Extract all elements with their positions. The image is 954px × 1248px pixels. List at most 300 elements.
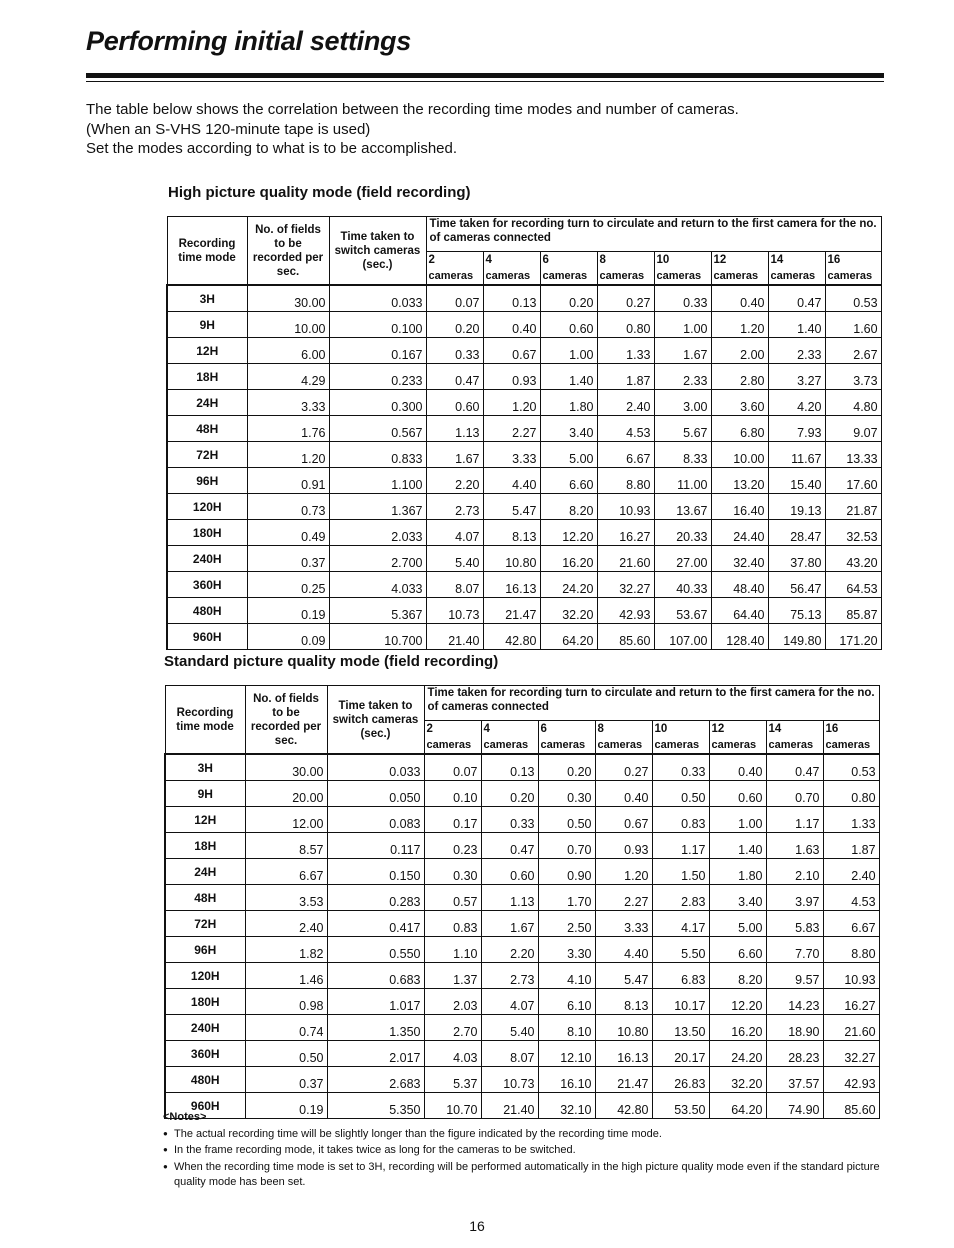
- value-cell: 37.80: [768, 546, 825, 572]
- value-cell: 1.00: [709, 807, 766, 833]
- value-cell: 2.033: [329, 520, 426, 546]
- value-cell: 0.53: [825, 285, 881, 312]
- value-cell: 0.27: [597, 285, 654, 312]
- title-rule-thick: [86, 73, 884, 78]
- page-title: Performing initial settings: [86, 26, 411, 56]
- value-cell: 37.57: [766, 1067, 823, 1093]
- camera-count-number: 8: [599, 254, 606, 266]
- value-cell: 5.40: [426, 546, 483, 572]
- value-cell: 171.20: [825, 624, 881, 650]
- value-cell: 1.33: [597, 338, 654, 364]
- value-cell: 0.74: [245, 1015, 327, 1041]
- value-cell: 85.60: [597, 624, 654, 650]
- value-cell: 30.00: [245, 754, 327, 781]
- value-cell: 0.98: [245, 989, 327, 1015]
- value-cell: 0.27: [595, 754, 652, 781]
- value-cell: 0.40: [711, 285, 768, 312]
- camera-count-unit: cameras: [426, 739, 472, 751]
- table-row: [167, 285, 881, 312]
- value-cell: 1.67: [654, 338, 711, 364]
- camera-count-number: 12: [711, 723, 725, 735]
- notes-title: <Notes>: [163, 1111, 207, 1123]
- table-row: [165, 833, 879, 859]
- value-cell: 8.13: [595, 989, 652, 1015]
- value-cell: 1.17: [766, 807, 823, 833]
- value-cell: 2.50: [538, 911, 595, 937]
- table-row: [167, 364, 881, 390]
- value-cell: 0.09: [247, 624, 329, 650]
- intro-line: (When an S-VHS 120-minute tape is used): [86, 120, 371, 138]
- value-cell: 2.27: [483, 416, 540, 442]
- value-cell: 10.00: [247, 312, 329, 338]
- value-cell: 5.47: [595, 963, 652, 989]
- value-cell: 42.80: [483, 624, 540, 650]
- recording-mode-cell: 120H: [165, 963, 245, 989]
- value-cell: 1.20: [483, 390, 540, 416]
- value-cell: 0.07: [426, 285, 483, 312]
- camera-count-unit: cameras: [825, 739, 871, 751]
- camera-count-number: 14: [768, 723, 782, 735]
- high-quality-table: [166, 216, 882, 650]
- value-cell: 0.50: [652, 781, 709, 807]
- value-cell: 0.49: [247, 520, 329, 546]
- value-cell: 12.10: [538, 1041, 595, 1067]
- camera-count-header: [654, 252, 711, 286]
- value-cell: 8.20: [540, 494, 597, 520]
- recording-mode-cell: 18H: [165, 833, 245, 859]
- value-cell: 5.83: [766, 911, 823, 937]
- value-cell: 1.17: [652, 833, 709, 859]
- table-body: [165, 754, 879, 1119]
- table-row: [167, 494, 881, 520]
- value-cell: 3.00: [654, 390, 711, 416]
- value-cell: 1.017: [327, 989, 424, 1015]
- value-cell: 10.73: [426, 598, 483, 624]
- value-cell: 10.70: [424, 1093, 481, 1119]
- switch-time-header: Time taken to switch cameras (sec.): [327, 686, 424, 755]
- value-cell: 16.27: [823, 989, 879, 1015]
- value-cell: 2.67: [825, 338, 881, 364]
- value-cell: 0.60: [540, 312, 597, 338]
- recording-mode-cell: 960H: [167, 624, 247, 650]
- value-cell: 10.700: [329, 624, 426, 650]
- value-cell: 1.33: [823, 807, 879, 833]
- value-cell: 107.00: [654, 624, 711, 650]
- value-cell: 6.67: [823, 911, 879, 937]
- value-cell: 0.25: [247, 572, 329, 598]
- table-row: [165, 885, 879, 911]
- value-cell: 149.80: [768, 624, 825, 650]
- value-cell: 8.57: [245, 833, 327, 859]
- value-cell: 64.40: [711, 598, 768, 624]
- table-row: [165, 937, 879, 963]
- recording-mode-cell: 9H: [165, 781, 245, 807]
- value-cell: 64.53: [825, 572, 881, 598]
- camera-count-unit: cameras: [713, 270, 759, 282]
- value-cell: 6.00: [247, 338, 329, 364]
- table-header: [165, 686, 879, 755]
- value-cell: 4.10: [538, 963, 595, 989]
- recording-mode-cell: 18H: [167, 364, 247, 390]
- recording-mode-cell: 96H: [167, 468, 247, 494]
- value-cell: 0.67: [483, 338, 540, 364]
- recording-mode-cell: 96H: [165, 937, 245, 963]
- value-cell: 0.80: [823, 781, 879, 807]
- value-cell: 0.70: [538, 833, 595, 859]
- value-cell: 21.47: [595, 1067, 652, 1093]
- camera-count-header: [711, 252, 768, 286]
- value-cell: 2.683: [327, 1067, 424, 1093]
- value-cell: 0.23: [424, 833, 481, 859]
- value-cell: 10.00: [711, 442, 768, 468]
- value-cell: 43.20: [825, 546, 881, 572]
- value-cell: 0.19: [247, 598, 329, 624]
- value-cell: 15.40: [768, 468, 825, 494]
- value-cell: 0.19: [245, 1093, 327, 1119]
- value-cell: 5.367: [329, 598, 426, 624]
- value-cell: 2.83: [652, 885, 709, 911]
- value-cell: 128.40: [711, 624, 768, 650]
- value-cell: 14.23: [766, 989, 823, 1015]
- camera-count-number: 2: [426, 723, 433, 735]
- value-cell: 10.80: [483, 546, 540, 572]
- value-cell: 0.37: [245, 1067, 327, 1093]
- value-cell: 64.20: [709, 1093, 766, 1119]
- value-cell: 32.40: [711, 546, 768, 572]
- value-cell: 1.100: [329, 468, 426, 494]
- value-cell: 9.07: [825, 416, 881, 442]
- value-cell: 0.17: [424, 807, 481, 833]
- value-cell: 11.00: [654, 468, 711, 494]
- value-cell: 16.13: [483, 572, 540, 598]
- value-cell: 1.67: [481, 911, 538, 937]
- value-cell: 1.40: [709, 833, 766, 859]
- standard-quality-table: [164, 685, 880, 1119]
- value-cell: 21.60: [823, 1015, 879, 1041]
- recording-mode-cell: 72H: [167, 442, 247, 468]
- value-cell: 0.67: [595, 807, 652, 833]
- camera-count-number: 10: [656, 254, 670, 266]
- recording-mode-cell: 180H: [165, 989, 245, 1015]
- circulate-time-header: Time taken for recording turn to circulate and return to the first camera for the no. of cameras connected: [426, 217, 881, 252]
- recording-mode-cell: 240H: [165, 1015, 245, 1041]
- value-cell: 0.033: [329, 285, 426, 312]
- value-cell: 1.20: [711, 312, 768, 338]
- value-cell: 27.00: [654, 546, 711, 572]
- value-cell: 8.80: [823, 937, 879, 963]
- value-cell: 5.47: [483, 494, 540, 520]
- header-row: [167, 217, 881, 252]
- value-cell: 1.40: [540, 364, 597, 390]
- camera-count-header: [540, 252, 597, 286]
- camera-count-unit: cameras: [770, 270, 816, 282]
- table-row: [167, 546, 881, 572]
- camera-count-unit: cameras: [483, 739, 529, 751]
- value-cell: 2.10: [766, 859, 823, 885]
- high-quality-heading: High picture quality mode (field recording): [168, 184, 471, 201]
- camera-count-unit: cameras: [597, 739, 643, 751]
- value-cell: 2.40: [823, 859, 879, 885]
- circulate-time-header: Time taken for recording turn to circulate and return to the first camera for the no. of cameras connected: [424, 686, 879, 721]
- recording-mode-cell: 48H: [165, 885, 245, 911]
- value-cell: 75.13: [768, 598, 825, 624]
- value-cell: 2.73: [481, 963, 538, 989]
- value-cell: 2.03: [424, 989, 481, 1015]
- value-cell: 24.40: [711, 520, 768, 546]
- value-cell: 9.57: [766, 963, 823, 989]
- value-cell: 1.40: [768, 312, 825, 338]
- value-cell: 13.67: [654, 494, 711, 520]
- value-cell: 5.37: [424, 1067, 481, 1093]
- value-cell: 3.60: [711, 390, 768, 416]
- value-cell: 18.90: [766, 1015, 823, 1041]
- table-row: [167, 468, 881, 494]
- notes: [163, 1110, 883, 1191]
- value-cell: 1.367: [329, 494, 426, 520]
- value-cell: 1.37: [424, 963, 481, 989]
- camera-count-number: 6: [542, 254, 549, 266]
- value-cell: 85.60: [823, 1093, 879, 1119]
- camera-count-unit: cameras: [540, 739, 586, 751]
- value-cell: 1.20: [595, 859, 652, 885]
- value-cell: 32.53: [825, 520, 881, 546]
- recording-mode-cell: 24H: [165, 859, 245, 885]
- camera-count-unit: cameras: [428, 270, 474, 282]
- value-cell: 0.83: [424, 911, 481, 937]
- value-cell: 0.33: [652, 754, 709, 781]
- table-row: [167, 338, 881, 364]
- value-cell: 21.47: [483, 598, 540, 624]
- table-row: [167, 416, 881, 442]
- value-cell: 0.40: [709, 754, 766, 781]
- value-cell: 0.70: [766, 781, 823, 807]
- value-cell: 21.40: [481, 1093, 538, 1119]
- value-cell: 1.46: [245, 963, 327, 989]
- value-cell: 0.73: [247, 494, 329, 520]
- value-cell: 1.80: [709, 859, 766, 885]
- value-cell: 28.47: [768, 520, 825, 546]
- recording-mode-cell: 360H: [165, 1041, 245, 1067]
- value-cell: 3.40: [540, 416, 597, 442]
- value-cell: 0.20: [538, 754, 595, 781]
- table-body: [167, 285, 881, 650]
- camera-count-unit: cameras: [599, 270, 645, 282]
- value-cell: 0.30: [424, 859, 481, 885]
- value-cell: 0.20: [426, 312, 483, 338]
- value-cell: 2.700: [329, 546, 426, 572]
- table-row: [165, 989, 879, 1015]
- value-cell: 13.33: [825, 442, 881, 468]
- recording-mode-cell: 480H: [167, 598, 247, 624]
- value-cell: 0.90: [538, 859, 595, 885]
- value-cell: 1.350: [327, 1015, 424, 1041]
- camera-count-unit: cameras: [656, 270, 702, 282]
- value-cell: 1.82: [245, 937, 327, 963]
- page-number: 16: [469, 1218, 485, 1234]
- value-cell: 10.93: [823, 963, 879, 989]
- value-cell: 0.33: [654, 285, 711, 312]
- camera-count-header: [652, 721, 709, 755]
- value-cell: 7.93: [768, 416, 825, 442]
- value-cell: 3.33: [483, 442, 540, 468]
- value-cell: 6.67: [245, 859, 327, 885]
- camera-count-number: 10: [654, 723, 668, 735]
- value-cell: 4.29: [247, 364, 329, 390]
- camera-count-header: [768, 252, 825, 286]
- value-cell: 0.60: [426, 390, 483, 416]
- value-cell: 0.13: [481, 754, 538, 781]
- camera-count-number: 8: [597, 723, 604, 735]
- value-cell: 4.80: [825, 390, 881, 416]
- value-cell: 5.40: [481, 1015, 538, 1041]
- value-cell: 0.60: [709, 781, 766, 807]
- value-cell: 16.10: [538, 1067, 595, 1093]
- value-cell: 4.17: [652, 911, 709, 937]
- value-cell: 4.20: [768, 390, 825, 416]
- value-cell: 12.20: [540, 520, 597, 546]
- value-cell: 3.53: [245, 885, 327, 911]
- camera-count-number: 12: [713, 254, 727, 266]
- note-item: ● The actual recording time will be slightly longer than the figure indicated by the recording time mode.: [163, 1126, 883, 1143]
- value-cell: 2.017: [327, 1041, 424, 1067]
- value-cell: 0.567: [329, 416, 426, 442]
- value-cell: 0.300: [329, 390, 426, 416]
- value-cell: 0.47: [766, 754, 823, 781]
- camera-count-number: 16: [825, 723, 839, 735]
- camera-count-number: 2: [428, 254, 435, 266]
- value-cell: 0.13: [483, 285, 540, 312]
- recording-mode-cell: 3H: [167, 285, 247, 312]
- value-cell: 2.40: [245, 911, 327, 937]
- value-cell: 0.33: [481, 807, 538, 833]
- value-cell: 53.50: [652, 1093, 709, 1119]
- value-cell: 0.683: [327, 963, 424, 989]
- value-cell: 11.67: [768, 442, 825, 468]
- fields-per-sec-header: No. of fields to be recorded per sec.: [247, 217, 329, 286]
- value-cell: 12.20: [709, 989, 766, 1015]
- camera-count-header: [823, 721, 879, 755]
- value-cell: 20.00: [245, 781, 327, 807]
- value-cell: 5.50: [652, 937, 709, 963]
- camera-count-number: 16: [827, 254, 841, 266]
- table-row: [167, 442, 881, 468]
- value-cell: 1.80: [540, 390, 597, 416]
- value-cell: 10.80: [595, 1015, 652, 1041]
- value-cell: 1.60: [825, 312, 881, 338]
- title-rule-thin: [86, 81, 884, 82]
- value-cell: 0.550: [327, 937, 424, 963]
- value-cell: 0.417: [327, 911, 424, 937]
- value-cell: 10.17: [652, 989, 709, 1015]
- value-cell: 8.20: [709, 963, 766, 989]
- table-row: [167, 390, 881, 416]
- value-cell: 0.91: [247, 468, 329, 494]
- fields-per-sec-header: No. of fields to be recorded per sec.: [245, 686, 327, 755]
- value-cell: 74.90: [766, 1093, 823, 1119]
- value-cell: 4.07: [426, 520, 483, 546]
- value-cell: 8.10: [538, 1015, 595, 1041]
- value-cell: 10.73: [481, 1067, 538, 1093]
- camera-count-unit: cameras: [711, 739, 757, 751]
- value-cell: 32.10: [538, 1093, 595, 1119]
- value-cell: 24.20: [540, 572, 597, 598]
- value-cell: 0.150: [327, 859, 424, 885]
- value-cell: 0.20: [540, 285, 597, 312]
- recording-mode-cell: 960H: [165, 1093, 245, 1119]
- value-cell: 40.33: [654, 572, 711, 598]
- value-cell: 0.117: [327, 833, 424, 859]
- table-row: [167, 598, 881, 624]
- value-cell: 42.93: [823, 1067, 879, 1093]
- value-cell: 28.23: [766, 1041, 823, 1067]
- value-cell: 0.80: [597, 312, 654, 338]
- value-cell: 0.60: [481, 859, 538, 885]
- intro-line: The table below shows the correlation between the recording time modes and number of cameras.: [86, 101, 739, 118]
- value-cell: 16.40: [711, 494, 768, 520]
- value-cell: 0.57: [424, 885, 481, 911]
- intro-line: Set the modes according to what is to be accomplished.: [86, 140, 458, 157]
- value-cell: 2.33: [768, 338, 825, 364]
- value-cell: 1.00: [654, 312, 711, 338]
- switch-time-header: Time taken to switch cameras (sec.): [329, 217, 426, 286]
- value-cell: 0.50: [245, 1041, 327, 1067]
- value-cell: 2.73: [426, 494, 483, 520]
- camera-count-unit: cameras: [485, 270, 531, 282]
- note-item: ● When the recording time mode is set to 3H, recording will be performed automatically in the high picture quality mode even if the standard picture quality mode has been set.: [163, 1159, 883, 1191]
- table-row: [165, 1067, 879, 1093]
- value-cell: 1.20: [247, 442, 329, 468]
- value-cell: 5.00: [540, 442, 597, 468]
- camera-count-number: 14: [770, 254, 784, 266]
- recording-mode-cell: 9H: [167, 312, 247, 338]
- value-cell: 0.10: [424, 781, 481, 807]
- value-cell: 56.47: [768, 572, 825, 598]
- value-cell: 3.30: [538, 937, 595, 963]
- camera-count-header: [825, 252, 881, 286]
- table-header: [167, 217, 881, 286]
- value-cell: 0.37: [247, 546, 329, 572]
- standard-quality-heading: Standard picture quality mode (field recording): [164, 653, 499, 670]
- value-cell: 0.050: [327, 781, 424, 807]
- value-cell: 42.80: [595, 1093, 652, 1119]
- value-cell: 4.40: [595, 937, 652, 963]
- recording-mode-cell: 48H: [167, 416, 247, 442]
- value-cell: 30.00: [247, 285, 329, 312]
- value-cell: 24.20: [709, 1041, 766, 1067]
- camera-count-header: [709, 721, 766, 755]
- value-cell: 0.33: [426, 338, 483, 364]
- camera-count-unit: cameras: [654, 739, 700, 751]
- value-cell: 3.73: [825, 364, 881, 390]
- value-cell: 0.53: [823, 754, 879, 781]
- camera-count-header: [595, 721, 652, 755]
- value-cell: 0.93: [595, 833, 652, 859]
- table-row: [167, 312, 881, 338]
- value-cell: 0.50: [538, 807, 595, 833]
- value-cell: 0.100: [329, 312, 426, 338]
- value-cell: 3.33: [595, 911, 652, 937]
- intro-text: [86, 100, 876, 159]
- value-cell: 4.07: [481, 989, 538, 1015]
- value-cell: 6.60: [540, 468, 597, 494]
- value-cell: 1.00: [540, 338, 597, 364]
- camera-count-header: [538, 721, 595, 755]
- camera-count-unit: cameras: [542, 270, 588, 282]
- value-cell: 0.30: [538, 781, 595, 807]
- table-row: [165, 963, 879, 989]
- value-cell: 0.167: [329, 338, 426, 364]
- value-cell: 2.27: [595, 885, 652, 911]
